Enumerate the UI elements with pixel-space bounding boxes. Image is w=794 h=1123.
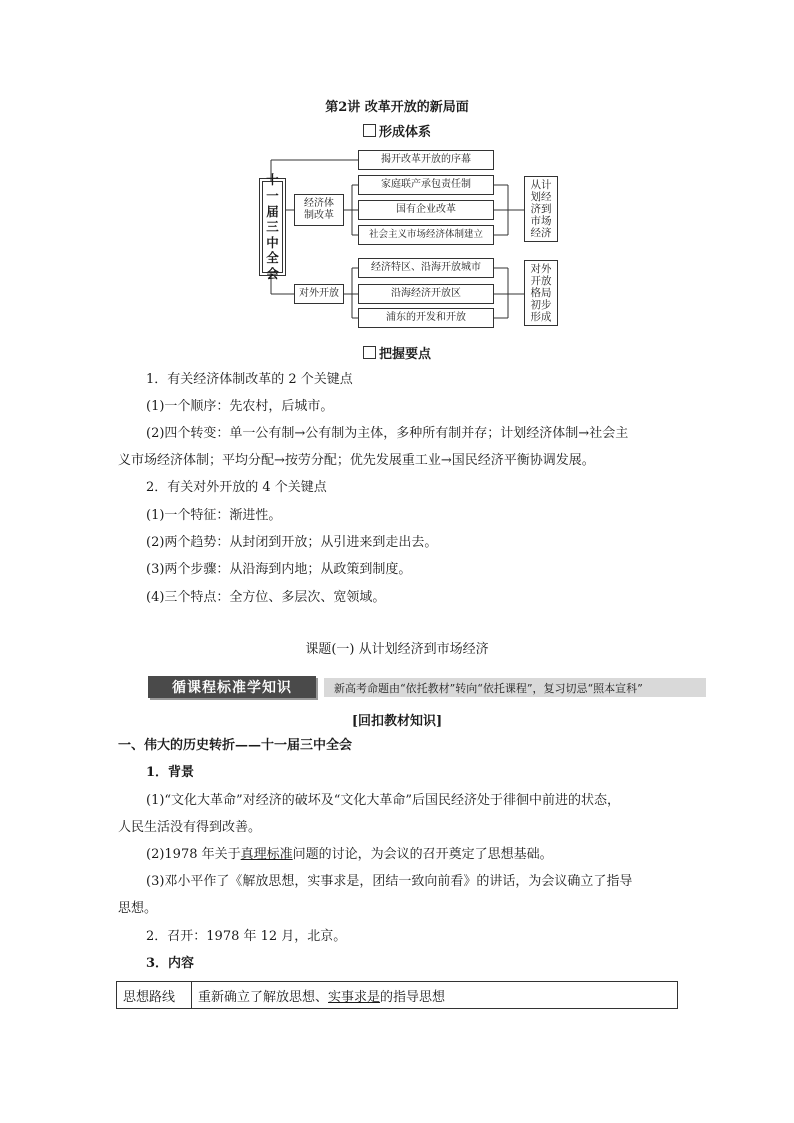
table-value-text: 重新确立了解放思想、 <box>198 989 329 1005</box>
node-economic-reform: 经济体制改革 <box>294 194 344 226</box>
keypoint-feature: (1)一个特征：渐进性。 <box>146 508 282 523</box>
keypoint-transitions-line2: 义市场经济体制；平均分配→按劳分配；优先发展重工业→国民经济平衡协调发展。 <box>118 453 595 468</box>
keypoint-heading-opening: 2．有关对外开放的 4 个关键点 <box>146 480 327 495</box>
econ-result-row: 从计 <box>530 178 552 191</box>
keypoint-characteristics: (4)三个特点：全方位、多层次、宽领域。 <box>146 590 386 605</box>
background-2-text-end: 问题的讨论，为会议的召开奠定了思想基础。 <box>292 847 553 862</box>
keypoint-transitions-line1: (2)四个转变：单一公有制→公有制为主体，多种所有制并存；计划经济体制→社会主 <box>146 426 629 441</box>
section-marker-icon <box>363 346 376 359</box>
open-result-row: 对外 <box>530 262 552 275</box>
lesson-title: 第2讲 改革开放的新局面 <box>325 100 469 115</box>
keypoint-heading-economic: 1．有关经济体制改革的 2 个关键点 <box>146 372 353 387</box>
heading-historic-turn: 一、伟大的历史转折——十一届三中全会 <box>118 738 353 753</box>
table-row <box>117 982 678 1009</box>
heading-content: 3．内容 <box>146 956 195 971</box>
root-node-third-plenum <box>262 172 283 282</box>
econ-result-row: 济到 <box>530 202 552 215</box>
background-2 <box>146 841 706 868</box>
econ-result-row: 经济 <box>530 227 552 240</box>
background-2-underlined: 真理标准 <box>240 847 293 862</box>
content-table <box>116 981 678 1009</box>
open-result-row: 形成 <box>530 311 552 324</box>
background-3-line1: (3)邓小平作了《解放思想，实事求是，团结一致向前看》的讲话，为会议确立了指导 <box>146 874 633 889</box>
node-soe-reform: 国有企业改革 <box>358 200 494 220</box>
node-opening-pattern-formed <box>524 260 558 326</box>
root-node-char: 中 <box>266 234 279 250</box>
held-info: 2．召开：1978 年 12 月，北京。 <box>146 929 347 944</box>
keypoint-trends: (2)两个趋势：从封闭到开放；从引进来到走出去。 <box>146 535 438 550</box>
background-3-line2: 思想。 <box>118 901 158 916</box>
root-node-char: 一 <box>266 187 279 203</box>
knowledge-structure-diagram <box>256 144 576 334</box>
section-keypoints-label: 把握要点 <box>378 347 431 362</box>
root-node-char: 全 <box>266 250 279 266</box>
background-1-line2: 人民生活没有得到改善。 <box>118 820 262 835</box>
banner-subtitle: 新高考命题由“依托教材”转向“依托课程”，复习切忌“照本宣科” <box>324 678 706 697</box>
topic-title: 课题(一) 从计划经济到市场经济 <box>305 642 489 657</box>
node-opening-up: 对外开放 <box>294 284 344 304</box>
section-heading-keypoints <box>0 343 794 362</box>
background-1-line1: (1)“文化大革命”对经济的破坏及“文化大革命”后国民经济处于徘徊中前进的状态， <box>146 793 620 808</box>
node-pudong-development: 浦东的开发和开放 <box>358 308 494 328</box>
keypoint-sequence: (1)一个顺序：先农村，后城市。 <box>146 399 334 414</box>
section-heading-structure <box>0 121 794 140</box>
root-node-char: 三 <box>266 219 279 235</box>
heading-background: 1．背景 <box>146 765 195 780</box>
table-value-underlined: 实事求是 <box>328 989 381 1005</box>
node-sez-coastal-cities: 经济特区、沿海开放城市 <box>358 258 494 278</box>
econ-result-row: 划经 <box>530 190 552 203</box>
table-key-cell: 思想路线 <box>117 982 192 1009</box>
open-result-row: 格局 <box>530 286 552 299</box>
node-plan-to-market <box>524 176 558 242</box>
open-result-row: 开放 <box>530 274 552 287</box>
recall-title: [回扣教材知识] <box>351 714 443 729</box>
section-banner <box>148 676 706 698</box>
table-value-text-end: 的指导思想 <box>380 989 446 1005</box>
node-household-responsibility: 家庭联产承包责任制 <box>358 175 494 195</box>
open-result-row: 初步 <box>530 299 552 312</box>
node-market-economy-established: 社会主义市场经济体制建立 <box>358 225 494 245</box>
background-2-text: (2)1978 年关于 <box>146 847 241 862</box>
root-node-char: 会 <box>266 266 279 282</box>
section-marker-icon <box>363 124 376 137</box>
node-reform-prelude: 揭开改革开放的序幕 <box>358 150 494 170</box>
banner-label: 循课程标准学知识 <box>148 676 316 698</box>
root-node-char: 届 <box>266 203 279 219</box>
section-structure-label: 形成体系 <box>378 125 431 140</box>
node-coastal-open-zones: 沿海经济开放区 <box>358 284 494 304</box>
root-node-char: 十 <box>266 172 279 188</box>
econ-result-row: 市场 <box>530 215 552 228</box>
table-value-cell <box>192 982 678 1009</box>
keypoint-steps: (3)两个步骤：从沿海到内地；从政策到制度。 <box>146 562 412 577</box>
